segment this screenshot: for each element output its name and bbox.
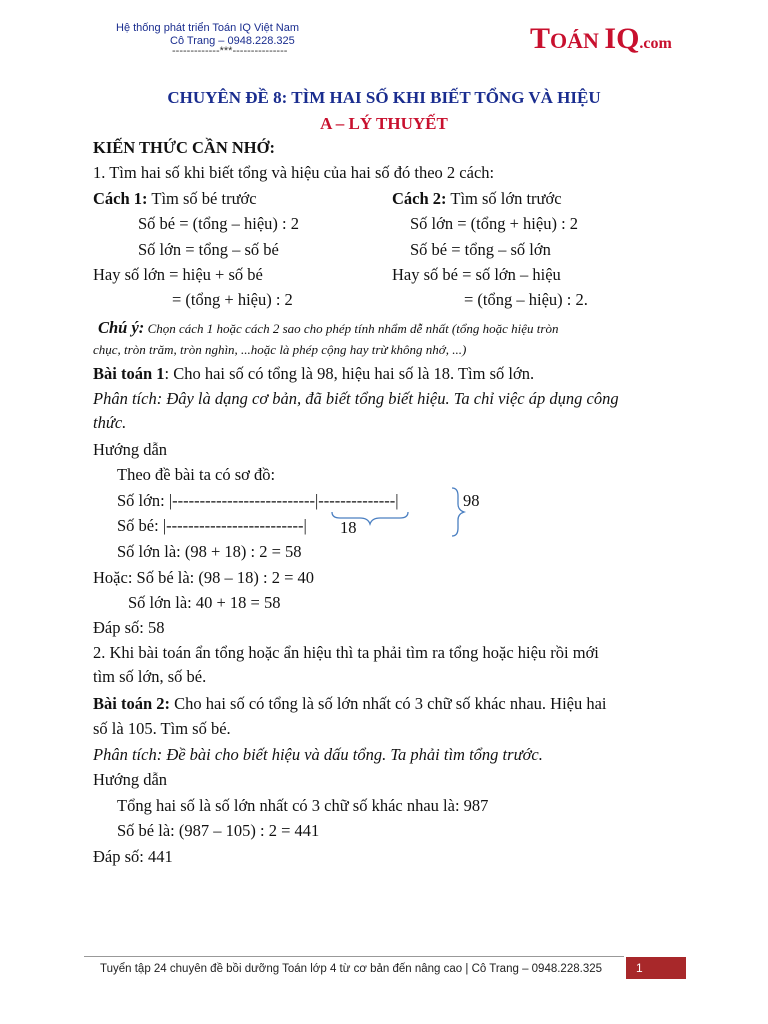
method-1-line-4: = (tổng + hiệu) : 2 [172,290,293,309]
point-2-line-2: tìm số lớn, số bé. [93,667,207,686]
method-2-text: Tìm số lớn trước [446,189,562,208]
method-2-line-2: Số bé = tổng – số lớn [410,240,551,259]
diagram-small-row [117,516,307,536]
section-title: A – LÝ THUYẾT [320,114,448,133]
diagram-caption: Theo đề bài ta có sơ đồ: [117,465,276,484]
logo-part1: T [530,22,551,55]
method-1-text: Tìm số bé trước [147,189,257,208]
method-2-line-3: Hay số bé = số lớn – hiệu [392,265,561,284]
problem-1-text: : Cho hai số có tổng là 98, hiệu hai số là 18. Tìm số lớn. [164,364,535,383]
header-divider: -------------***--------------- [172,45,288,57]
answer-2: Đáp số: 441 [93,847,173,866]
header-contact: Cô Trang – 0948.228.325 [170,35,295,47]
problem-2-label: Bài toán 2: [93,694,171,713]
step-1: Số lớn là: (98 + 18) : 2 = 58 [117,542,302,561]
note-text: Chọn cách 1 hoặc cách 2 sao cho phép tính nhẩm dễ nhất (tổng hoặc hiệu tròn [144,321,559,336]
method-2-heading [392,189,562,209]
diagram-total-label: 98 [463,491,480,510]
method-2-label: Cách 2: [392,189,447,208]
page-number: 1 [626,957,686,979]
guide-1-heading: Hướng dẫn [93,440,168,459]
solution-2-line-1: Tổng hai số là số lớn nhất có 3 chữ số khác nhau là: 987 [117,796,489,815]
method-1-label: Cách 1: [93,189,148,208]
problem-2-line-2: số là 105. Tìm số bé. [93,719,231,738]
point-2-line-1: 2. Khi bài toán ẩn tổng hoặc ẩn hiệu thì ta phải tìm ra tổng hoặc hiệu rồi mới [93,643,599,662]
note-line-2: chục, tròn trăm, tròn nghìn, ...hoặc là phép cộng hay trừ không nhớ, ...) [93,342,467,357]
answer-1: Đáp số: 58 [93,618,165,637]
big-segment-diff: --------------| [318,491,399,510]
step-2: Hoặc: Số bé là: (98 – 18) : 2 = 40 [93,568,315,587]
method-2-line-1: Số lớn = (tổng + hiệu) : 2 [410,214,579,233]
method-2-line-4: = (tổng – hiệu) : 2. [464,290,588,309]
guide-2-heading: Hướng dẫn [93,770,168,789]
step-3: Số lớn là: 40 + 18 = 58 [128,593,281,612]
problem-1 [93,364,534,384]
footer-divider [84,956,624,957]
point-1: 1. Tìm hai số khi biết tổng và hiệu của hai số đó theo 2 cách: [93,163,495,182]
logo-part4: .com [639,35,672,52]
small-number-label: Số bé: [117,516,163,535]
note-line-1 [98,318,558,338]
method-1-line-2: Số lớn = tổng – số bé [138,240,279,259]
analysis-1-line-2: thức. [93,413,127,432]
method-1-line-1: Số bé = (tổng – hiệu) : 2 [138,214,299,233]
big-segment-base: |--------------------------| [168,491,319,510]
note-label: Chú ý: [98,318,145,337]
problem-2 [93,694,607,714]
method-1-line-3: Hay số lớn = hiệu + số bé [93,265,263,284]
knowledge-heading: KIẾN THỨC CẦN NHỚ: [93,138,275,157]
analysis-1-line-1: Phân tích: Đây là dạng cơ bản, đã biết tổng biết hiệu. Ta chỉ việc áp dụng công [93,389,619,408]
header-org: Hệ thống phát triển Toán IQ Việt Nam [116,22,300,34]
footer-text: Tuyển tập 24 chuyên đề bồi dưỡng Toán lớp 4 từ cơ bản đến nâng cao | Cô Trang – 0948.228.325 [100,963,603,975]
logo-part3: IQ [604,22,640,55]
diagram-diff-label: 18 [340,518,357,537]
small-segment: |-------------------------| [162,516,307,535]
big-number-label: Số lớn: [117,491,169,510]
problem-1-label: Bài toán 1 [93,364,165,383]
problem-2-text: Cho hai số có tổng là số lớn nhất có 3 chữ số khác nhau. Hiệu hai [170,694,607,713]
solution-2-line-2: Số bé là: (987 – 105) : 2 = 441 [117,821,320,840]
logo-part2: OÁN [550,28,605,53]
analysis-2: Phân tích: Đề bài cho biết hiệu và dấu tổng. Ta phải tìm tổng trước. [93,745,543,764]
page-title: CHUYÊN ĐỀ 8: TÌM HAI SỐ KHI BIẾT TỔNG VÀ HIỆU [167,88,601,107]
logo [530,22,672,56]
method-1-heading [93,189,257,209]
